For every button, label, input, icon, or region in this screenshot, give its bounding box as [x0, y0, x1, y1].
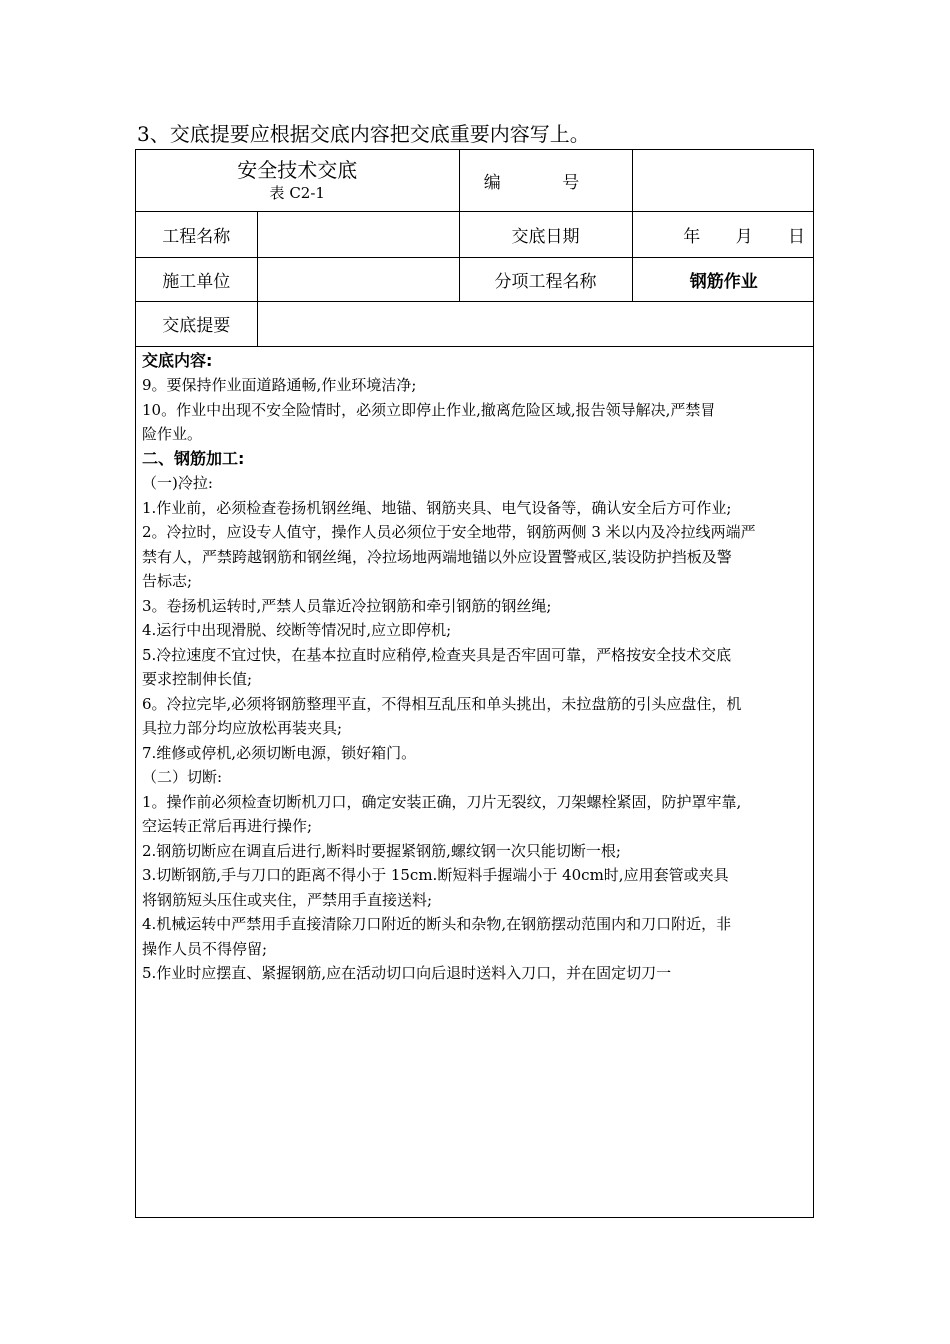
content-line: 9。要保持作业面道路通畅,作业环境洁净; [142, 376, 417, 394]
content-line: 4.机械运转中严禁用手直接清除刀口附近的断头和杂物,在钢筋摆动范围内和刀口附近，非 [142, 915, 732, 933]
content-line: 空运转正常后再进行操作; [142, 817, 313, 835]
content-line: 3。卷扬机运转时,严禁人员靠近冷拉钢筋和牵引钢筋的钢丝绳; [142, 596, 552, 615]
content-heading: 交底内容: [142, 350, 213, 370]
project-name-label: 工程名称 [136, 211, 257, 257]
content-line: 要求控制伸长值; [142, 670, 253, 688]
content-line: 10。作业中出现不安全险情时，必须立即停止作业,撤离危险区域,报告领导解决,严禁冒 [142, 400, 716, 419]
content-line: 险作业。 [142, 425, 203, 443]
content-line: 1.作业前，必须检查卷扬机钢丝绳、地锚、钢筋夹具、电气设备等，确认安全后方可作业; [142, 498, 732, 517]
construction-unit-label: 施工单位 [136, 257, 257, 301]
briefing-content [136, 347, 813, 986]
date-label: 交底日期 [459, 211, 632, 257]
summary-value[interactable] [257, 301, 814, 346]
content-line: 将钢筋短头压住或夹住，严禁用手直接送料; [142, 890, 433, 909]
safety-briefing-form [135, 149, 814, 1218]
content-line: 7.维修或停机,必须切断电源，锁好箱门。 [142, 743, 417, 762]
date-value[interactable] [632, 211, 814, 257]
instruction-note: 3、交底提要应根据交底内容把交底重要内容写上。 [137, 122, 590, 146]
form-title: 安全技术交底 [237, 158, 358, 183]
content-line: 4.运行中出现滑脱、绞断等情况时,应立即停机; [142, 621, 452, 639]
project-name-value[interactable] [257, 211, 459, 257]
date-year: 年 [683, 226, 701, 247]
date-month: 月 [735, 226, 753, 247]
content-line: 具拉力部分均应放松再装夹具; [142, 719, 343, 737]
number-label-cell [459, 150, 632, 211]
content-line: 3.切断钢筋,手与刀口的距离不得小于 15cm.断短料手握端小于 40cm时,应用套管或夹具 [142, 866, 729, 884]
section-heading: 二、钢筋加工: [142, 448, 245, 468]
content-line: 1。操作前必须检查切断机刀口，确定安装正确，刀片无裂纹，刀架螺栓紧固，防护罩牢靠, [142, 792, 742, 811]
content-line: 操作人员不得停留; [142, 939, 268, 958]
content-line: 2.钢筋切断应在调直后进行,断料时要握紧钢筋,螺纹钢一次只能切断一根; [142, 841, 621, 860]
content-line: 5.作业时应摆直、紧握钢筋,应在活动切口向后退时送料入刀口，并在固定切刀一 [142, 964, 672, 982]
subsection-heading: （二）切断: [142, 768, 223, 786]
content-line: 禁有人，严禁跨越钢筋和钢丝绳，冷拉场地两端地锚以外应设置警戒区,装设防护挡板及警 [142, 547, 732, 566]
content-line: 2。冷拉时，应设专人值守，操作人员必须位于安全地带，钢筋两侧 3 米以内及冷拉线两端严 [142, 523, 756, 541]
subproject-value: 钢筋作业 [632, 257, 814, 301]
form-number: 表 C2-1 [269, 184, 325, 203]
form-title-cell [136, 150, 459, 211]
number-label: 编 号 [483, 172, 608, 193]
form-header-table [136, 150, 814, 347]
date-day: 日 [788, 226, 805, 247]
content-line: 5.冷拉速度不宜过快，在基本拉直时应稍停,检查夹具是否牢固可靠，严格按安全技术交底 [142, 645, 732, 664]
subproject-label: 分项工程名称 [459, 257, 632, 301]
summary-label: 交底提要 [136, 301, 257, 346]
subsection-heading: （一)冷拉: [142, 474, 213, 492]
construction-unit-value[interactable] [257, 257, 459, 301]
content-line: 6。冷拉完毕,必须将钢筋整理平直，不得相互乱压和单头挑出，未拉盘筋的引头应盘住，机 [142, 694, 742, 713]
content-line: 告标志; [142, 572, 193, 590]
number-value[interactable] [632, 150, 814, 211]
